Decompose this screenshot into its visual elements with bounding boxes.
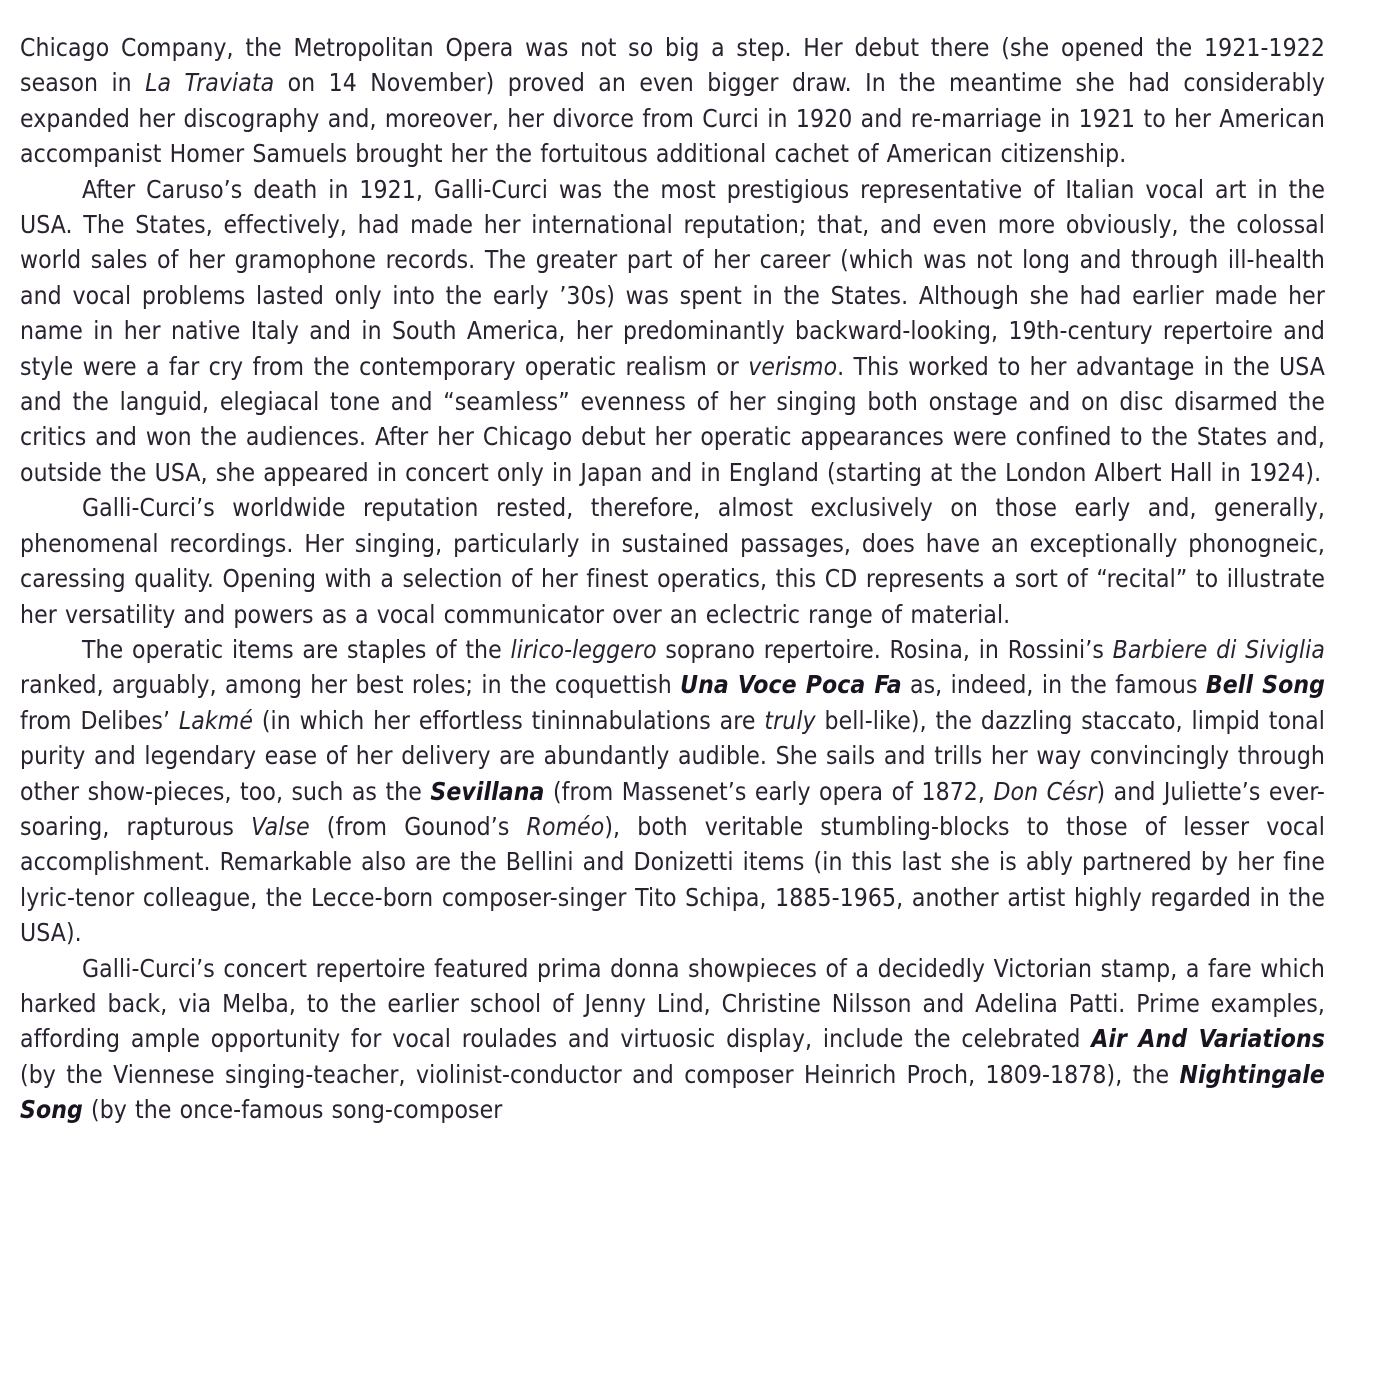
- track-title: Bell Song: [1205, 670, 1325, 700]
- italic-term: Valse: [251, 811, 310, 841]
- text-run: (by the once-famous song-composer: [82, 1095, 503, 1125]
- italic-term: truly: [764, 705, 816, 735]
- text-run: . This worked to her advantage in the USA and the languid, elegiacal tone and “seamless” evenness of her singing both onstage and on disc disarmed the critics and won the audiences. After her Chicago debut her operatic appearances were confined to the States and, outside the USA, she appeared in concert only in Japan and in England (starting at the London Albert Hall in 1924).: [20, 351, 1325, 487]
- text-run: (from Gounod’s: [309, 811, 527, 841]
- paragraph-2: [20, 172, 1325, 491]
- text-run: soprano repertoire. Rosina, in Rossini’s: [656, 634, 1113, 664]
- opera-title: La Traviata: [145, 68, 275, 98]
- text-run: from Delibes’: [20, 705, 179, 735]
- text-run: The operatic items are staples of the: [82, 634, 511, 664]
- text-run: Chicago Company, the Metropolitan Opera was not so big a step. Her debut there (she opened the 1921-1922 season in: [20, 33, 1325, 98]
- text-run: (from Massenet’s early opera of 1872,: [544, 776, 994, 806]
- text-run: ), both veritable stumbling-blocks to those of lesser vocal accomplishment. Remarkable also are the Bellini and Donizetti items (in this last she is ably partnered by her fine lyric-tenor colleague, the Lecce-born composer-singer Tito Schipa, 1885-1965, another artist highly regarded in the USA).: [20, 811, 1325, 948]
- track-title: Una Voce Poca Fa: [680, 670, 902, 700]
- opera-title: Barbiere di Siviglia: [1112, 634, 1325, 664]
- italic-term: lirico-leggero: [510, 634, 657, 664]
- track-title: Sevillana: [430, 776, 545, 806]
- text-run: After Caruso’s death in 1921, Galli-Curci was the most prestigious representative of Italian vocal art in the USA. The States, effectively, had made her international reputation; that, and even more obviously, the colossal world sales of her gramophone records. The greater part of her career (which was not long and through ill-health and vocal problems lasted only into the early ’30s) was spent in the States. Although she had earlier made her name in her native Italy and in South America, her predominantly backward-looking, 19th-century repertoire and style were a far cry from the contemporary operatic realism or: [20, 174, 1325, 381]
- track-title: Air And Variations: [1091, 1024, 1325, 1054]
- opera-title: Lakmé: [178, 705, 253, 735]
- paragraph-3: [20, 490, 1325, 632]
- opera-title: Don Césr: [993, 776, 1097, 806]
- text-run: on 14 November) proved an even bigger draw. In the meantime she had considerably expanded her discography and, moreover, her divorce from Curci in 1920 and re-marriage in 1921 to her American accompanist Homer Samuels brought her the fortuitous additional cachet of American citizenship.: [20, 68, 1325, 169]
- booklet-page: [20, 30, 1325, 1128]
- opera-title: Roméo: [526, 811, 605, 841]
- paragraph-1: [20, 30, 1325, 172]
- track-title: Nightingale Song: [20, 1059, 1325, 1125]
- italic-term: verismo: [748, 351, 838, 381]
- text-run: ) and Juliette’s ever-soaring, rapturous: [20, 776, 1325, 841]
- paragraph-4: [20, 632, 1325, 951]
- text-run: as, indeed, in the famous: [901, 670, 1206, 700]
- text-run: ranked, arguably, among her best roles; in the coquettish: [20, 670, 681, 700]
- text-run: (in which her effortless tininnabulations are: [253, 705, 765, 735]
- paragraph-5: [20, 951, 1325, 1128]
- text-run: bell-like), the dazzling staccato, limpid tonal purity and legendary ease of her delivery are abundantly audible. She sails and trills her way convincingly through other show-pieces, too, such as the: [20, 705, 1325, 806]
- text-run: Galli-Curci’s concert repertoire featured prima donna showpieces of a decidedly Victorian stamp, a fare which harked back, via Melba, to the earlier school of Jenny Lind, Christine Nilsson and Adelina Patti. Prime examples, affording ample opportunity for vocal roulades and virtuosic display, include the celebrated: [20, 953, 1325, 1054]
- text-run: (by the Viennese singing-teacher, violinist-conductor and composer Heinrich Proch, 1809-1878), the: [20, 1059, 1180, 1089]
- text-run: Galli-Curci’s worldwide reputation rested, therefore, almost exclusively on those early and, generally, phenomenal recordings. Her singing, particularly in sustained passages, does have an exceptionally phonogneic, caressing quality. Opening with a selection of her finest operatics, this CD represents a sort of “recital” to illustrate her versatility and powers as a vocal communicator over an eclectric range of material.: [20, 493, 1325, 629]
